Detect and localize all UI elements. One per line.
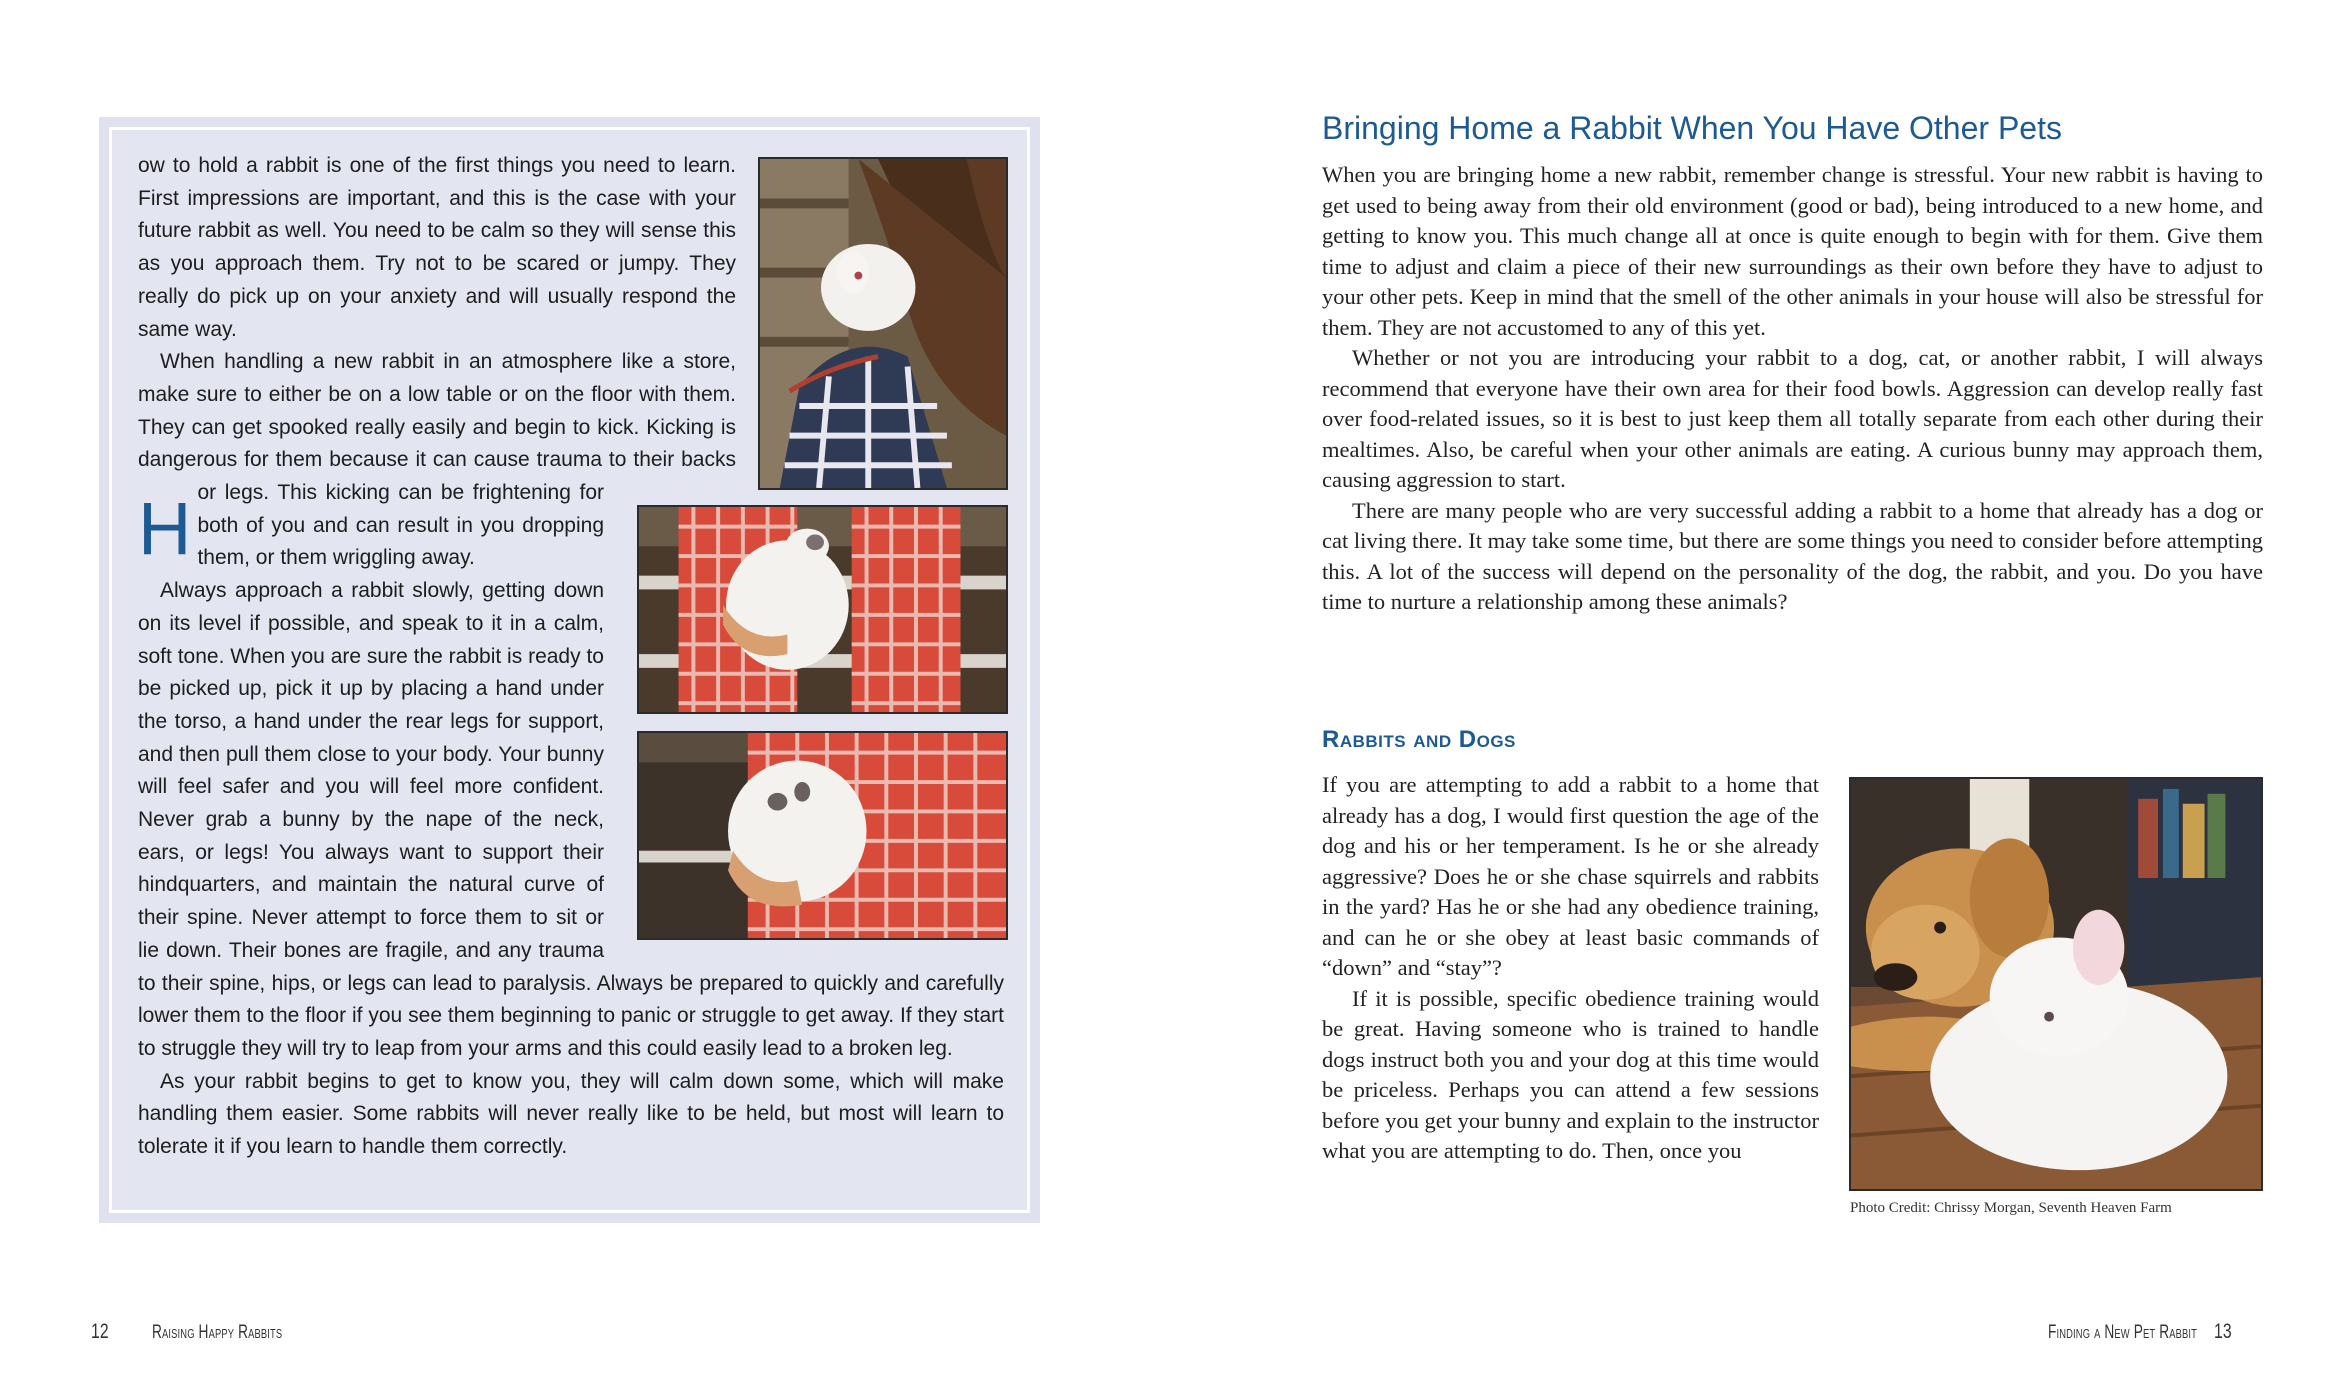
right-footer — [2048, 1320, 2235, 1344]
section-title: Bringing Home a Rabbit When You Have Other Pets — [1322, 110, 2062, 146]
drop-cap: H — [138, 487, 192, 570]
page-number: 13 — [2213, 1320, 2232, 1343]
body-paragraph: If it is possible, specific obedience training would be great. Having someone who is trained to handle dogs instruct both you and your dog at this time would be priceless. Perhaps you can attend a few sessions before you get your bunny and explain to the instructor what you are attempting to do. Then, once you — [1322, 985, 1819, 1163]
page-number: 12 — [90, 1320, 109, 1343]
sidebar-paragraph: As your rabbit begins to get to know you, they will calm down some, which will make handling them easier. Some rabbits will never really like to be held, but most will learn to tolerate it if you learn to handle them correctly. — [138, 1069, 1004, 1159]
body-paragraph: When you are bringing home a new rabbit, remember change is stressful. Your new rabbit is having to get used to being away from their old environment (good or bad), being introduced to a new home, and getting to know you. This much change all at once is quite enough to begin with for them. Give them time to adjust and claim a piece of their new surroundings as their own before they have to adjust to your other pets. Keep in mind that the smell of the other animals in your house will also be stressful for them. They are not accustomed to any of this yet. — [1322, 162, 2263, 340]
photo-wrap-spacer — [736, 150, 1004, 496]
sidebar-body-text — [138, 150, 1004, 1164]
body-paragraph: If you are attempting to add a rabbit to a home that already has a dog, I would first question the age of the dog and his or her temperament. Is he or she already aggressive? Does he or she chase squirrels and rabbits in the yard? Has he or she had any obedience training, and can he or she obey at least basic commands of “down” and “stay”? — [1322, 772, 1819, 980]
left-footer — [88, 1320, 332, 1344]
running-head: Finding a New Pet Rabbit — [2048, 1322, 2197, 1343]
subsection-body — [1322, 770, 1819, 1167]
section-body — [1322, 160, 2263, 618]
sidebar-paragraph-text: ow to hold a rabbit is one of the first things you need to learn. First impressions are important, and this is the case with your future rabbit as well. You need to be calm so they will sense this as you approach them. Try not to be scared or jumpy. They really do pick up on your anxiety and will usually respond the same way. — [138, 154, 736, 341]
sidebar-paragraph: Always approach a rabbit slowly, getting down on its level if possible, and speak to it in a calm, soft tone. When you are sure the rabbit is ready to be picked up, pick it up by placing a hand under the torso, a hand under the rear legs for support, and then pull them close to your body. Your bunny will feel safer and you will feel more confident. Never grab a bunny by the nape of the neck, ears, or legs! You always want to support their hindquarters, and maintain the natural curve of their spine. Never attempt to force them to sit or lie down. Their bones are fragile, and any trauma to their spine, hips, or legs can lead to paralysis. Always be prepared to quickly and carefully lower them to the floor if you see them beginning to panic or struggle to get away. If they start to struggle they will try to leap from your arms and this could easily lead to a broken leg. — [138, 579, 1004, 1060]
body-paragraph: Whether or not you are introducing your rabbit to a dog, cat, or another rabbit, I will always recommend that everyone have their own area for their food bowls. Aggression can develop really fast over food-related issues, so it is best to just keep them all totally separate from each other during their mealtimes. Also, be careful when your other animals are eating. A curious bunny may approach them, causing aggression to start. — [1322, 345, 2263, 492]
subsection-title: Rabbits and Dogs — [1322, 726, 1516, 753]
body-paragraph: There are many people who are very successful adding a rabbit to a home that already has a dog or cat living there. It may take some time, but there are some things you need to consider before attempting this. A lot of the success will depend on the personality of the dog, the rabbit, and you. Do you have time to nurture a relationship among these animals? — [1322, 497, 2263, 614]
sidebar-paragraph: When handling a new rabbit in an atmosphere like a store, make sure to either be on a low table or on the floor with them. They can get spooked really easily and begin to kick. Kicking is dangerous for them because it can cause trauma to their backs or legs. This kicking can be frightening for both of you and can result in you dropping them, or them wriggling away. — [138, 350, 736, 570]
running-head: Raising Happy Rabbits — [151, 1322, 282, 1343]
photo-dog-and-rabbit — [1849, 777, 2263, 1191]
photo-wrap-spacer — [604, 496, 1004, 956]
photo-caption: Photo Credit: Chrissy Morgan, Seventh Heaven Farm — [1850, 1200, 2172, 1216]
